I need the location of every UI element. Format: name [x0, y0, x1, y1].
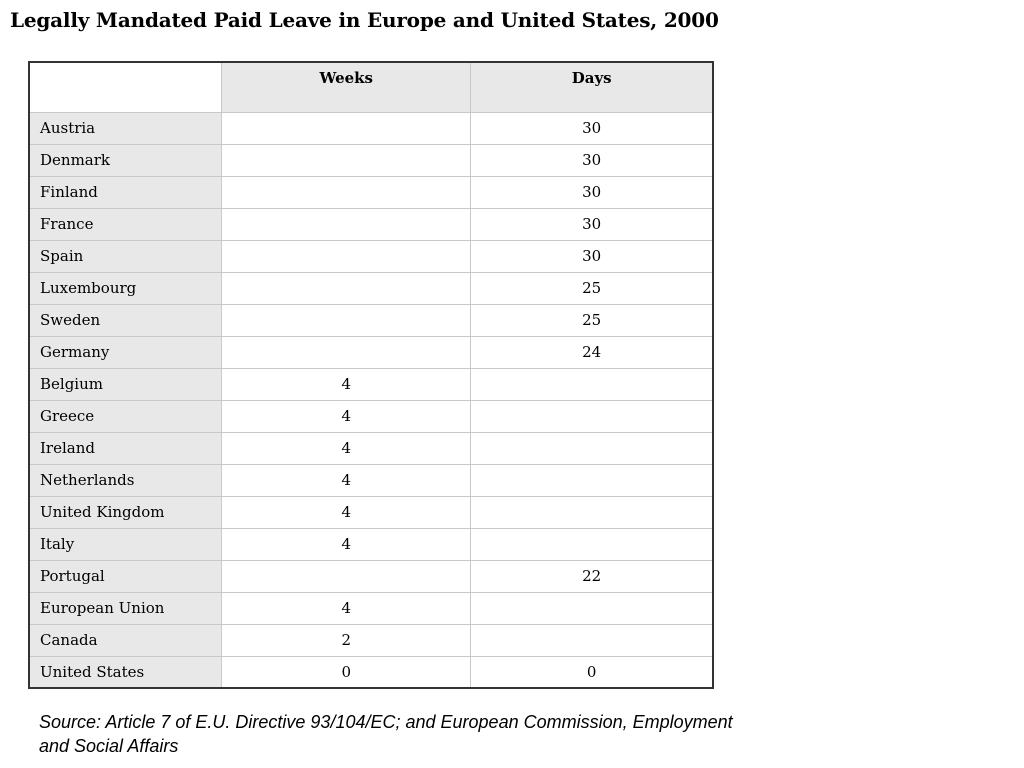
- table-body: [29, 112, 713, 688]
- table-row: [29, 496, 713, 528]
- days-cell: 30: [471, 208, 713, 240]
- table-row: [29, 240, 713, 272]
- days-cell: 0: [471, 656, 713, 688]
- weeks-cell: [222, 112, 471, 144]
- table-row: [29, 592, 713, 624]
- table-row: [29, 208, 713, 240]
- table-row: [29, 304, 713, 336]
- days-cell: 30: [471, 240, 713, 272]
- table-header-row: [29, 62, 713, 112]
- country-cell: Ireland: [29, 432, 222, 464]
- days-cell: 25: [471, 304, 713, 336]
- table-row: [29, 272, 713, 304]
- days-cell: [471, 592, 713, 624]
- country-cell: Belgium: [29, 368, 222, 400]
- days-cell: [471, 496, 713, 528]
- days-cell: [471, 464, 713, 496]
- header-weeks: Weeks: [222, 62, 471, 112]
- header-days: Days: [471, 62, 713, 112]
- weeks-cell: 4: [222, 496, 471, 528]
- country-cell: Italy: [29, 528, 222, 560]
- table-row: [29, 464, 713, 496]
- country-cell: Canada: [29, 624, 222, 656]
- weeks-cell: [222, 272, 471, 304]
- weeks-cell: [222, 336, 471, 368]
- country-cell: Portugal: [29, 560, 222, 592]
- table-row: [29, 144, 713, 176]
- country-cell: Spain: [29, 240, 222, 272]
- days-cell: [471, 432, 713, 464]
- weeks-cell: 4: [222, 432, 471, 464]
- table-row: [29, 432, 713, 464]
- country-cell: Denmark: [29, 144, 222, 176]
- table-row: [29, 336, 713, 368]
- country-cell: Finland: [29, 176, 222, 208]
- table-row: [29, 624, 713, 656]
- header-corner-cell: [29, 62, 222, 112]
- country-cell: Greece: [29, 400, 222, 432]
- country-cell: European Union: [29, 592, 222, 624]
- days-cell: 30: [471, 144, 713, 176]
- days-cell: 25: [471, 272, 713, 304]
- weeks-cell: 4: [222, 400, 471, 432]
- days-cell: 30: [471, 176, 713, 208]
- weeks-cell: [222, 304, 471, 336]
- days-cell: [471, 528, 713, 560]
- paid-leave-table: [28, 61, 714, 689]
- weeks-cell: 0: [222, 656, 471, 688]
- country-cell: United States: [29, 656, 222, 688]
- weeks-cell: 2: [222, 624, 471, 656]
- weeks-cell: 4: [222, 528, 471, 560]
- table-row: [29, 528, 713, 560]
- days-cell: 24: [471, 336, 713, 368]
- days-cell: [471, 624, 713, 656]
- country-cell: Austria: [29, 112, 222, 144]
- country-cell: Germany: [29, 336, 222, 368]
- weeks-cell: [222, 208, 471, 240]
- weeks-cell: [222, 560, 471, 592]
- days-cell: [471, 400, 713, 432]
- table-row: [29, 656, 713, 688]
- weeks-cell: [222, 144, 471, 176]
- table-row: [29, 560, 713, 592]
- country-cell: Netherlands: [29, 464, 222, 496]
- source-note: Source: Article 7 of E.U. Directive 93/104/EC; and European Commission, Employment and Social Affairs: [39, 712, 733, 756]
- table-row: [29, 112, 713, 144]
- weeks-cell: [222, 176, 471, 208]
- table-row: [29, 400, 713, 432]
- country-cell: France: [29, 208, 222, 240]
- days-cell: 30: [471, 112, 713, 144]
- country-cell: Sweden: [29, 304, 222, 336]
- weeks-cell: 4: [222, 368, 471, 400]
- weeks-cell: 4: [222, 592, 471, 624]
- country-cell: Luxembourg: [29, 272, 222, 304]
- weeks-cell: 4: [222, 464, 471, 496]
- table-row: [29, 176, 713, 208]
- days-cell: [471, 368, 713, 400]
- weeks-cell: [222, 240, 471, 272]
- country-cell: United Kingdom: [29, 496, 222, 528]
- table-row: [29, 368, 713, 400]
- days-cell: 22: [471, 560, 713, 592]
- page-title: Legally Mandated Paid Leave in Europe and United States, 2000: [10, 8, 719, 32]
